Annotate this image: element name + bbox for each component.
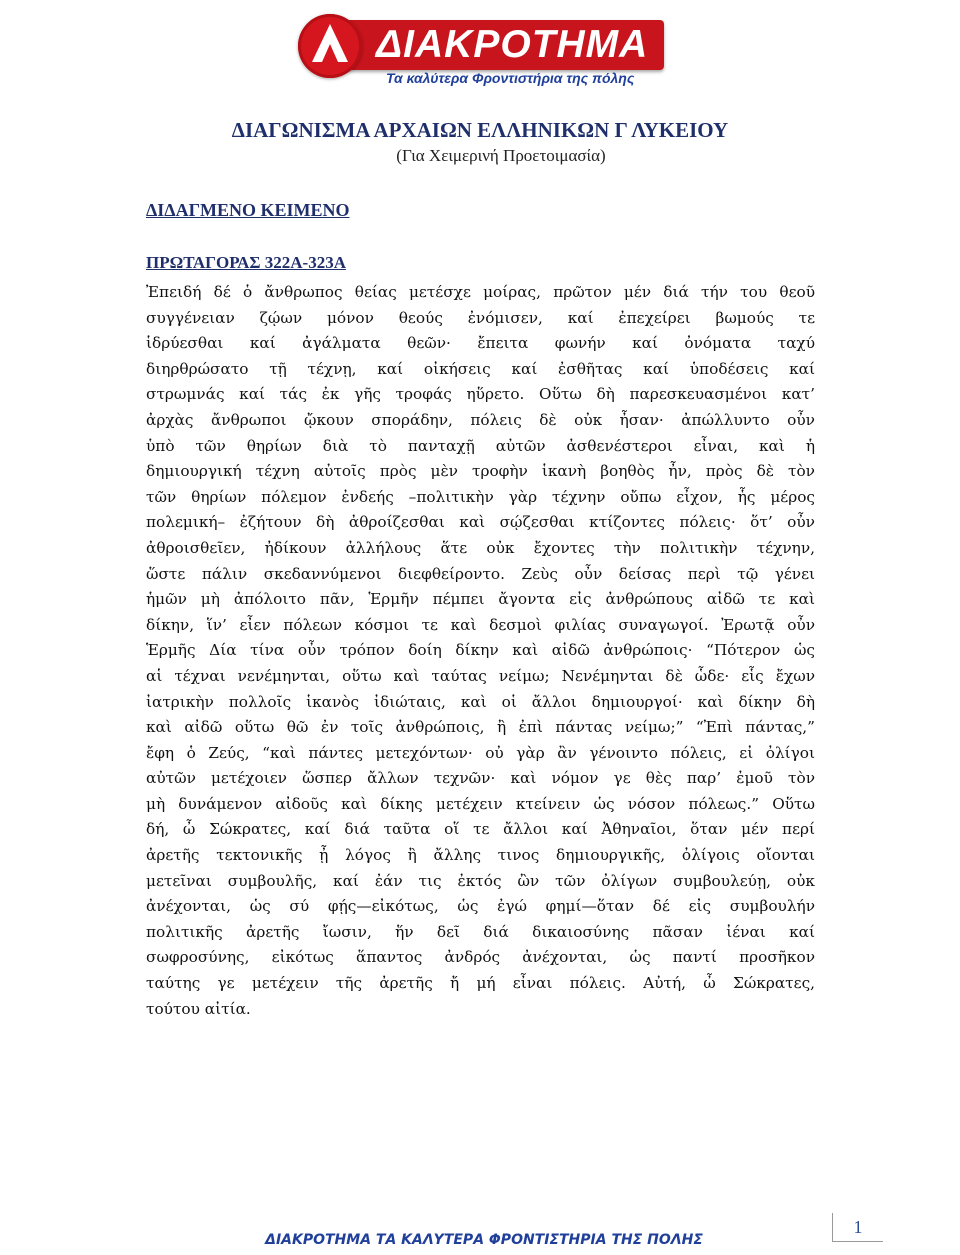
passage-line: Ἐπειδή δέ ὁ ἄνθρωπος θείας μετέσχε μοίρας, πρῶτον μέν διά τήν του θεοῦ: [146, 283, 815, 301]
greek-passage: [146, 280, 815, 1022]
document-title: ΔΙΑΓΩΝΙΣΜΑ ΑΡΧΑΙΩΝ ΕΛΛΗΝΙΚΩΝ Γ ΛΥΚΕΙΟΥ: [231, 118, 729, 142]
passage-line: δή, ὦ Σώκρατες, καί διά ταῦτα οἵ τε ἄλλοι καί Ἀθηναῖοι, ὅταν μέν περί: [146, 820, 815, 839]
logo-banner: [346, 20, 664, 70]
passage-line: αἱ τέχναι νενέμηνται, οὕτω καὶ ταύτας νείμω; Νενέμηνται δὲ ὧδε· εἷς ἔχων: [146, 666, 815, 685]
passage-line: σωφροσύνης, εἰκότως ἅπαντος ἀνδρός ἀνέχονται, ὡς παντί προσῆκον: [146, 948, 815, 967]
logo-name: ΔΙΑΚΡΟΤΗΜΑ: [376, 23, 649, 66]
logo-slogan: Τα καλύτερα Φροντιστήρια της πόλης: [386, 70, 635, 86]
passage-line: ὑπὸ τῶν θηρίων διὰ τὸ πανταχῇ αὐτῶν ἀσθενέστεροι εἶναι, καὶ ἡ: [146, 436, 815, 455]
passage-line: αὐτῶν μετέχοιεν ὥσπερ ἄλλων τεχνῶν· καὶ νόμον γε θὲς παρ’ ἐμοῦ τὸν: [146, 769, 815, 788]
passage-line: ταύτης γε μετέχειν τῆς ἀρετῆς ἤ μή εἶναι πόλεις. Αὐτή, ὦ Σώκρατες,: [146, 974, 815, 993]
passage-line: ἰατρικὴν πολλοῖς ἱκανὸς ἰδιώταις, καὶ οἱ ἄλλοι δημιουργοί· καὶ δίκην δὴ: [146, 692, 815, 711]
page-number: 1: [832, 1213, 883, 1242]
passage-line: ἀρετῆς τεκτονικῆς ᾖ λόγος ἢ ἄλλης τινος δημιουργικῆς, ὀλίγοις οἴονται: [146, 846, 815, 865]
passage-line: δίκην, ἵν’ εἶεν πόλεων κόσμοι τε καὶ δεσμοὶ φιλίας συναγωγοί. Ἐρωτᾷ οὖν: [146, 615, 815, 634]
passage-line: ὥστε πάλιν σκεδαννύμενοι διεφθείροντο. Ζεὺς οὖν δείσας περὶ τῷ γένει: [146, 564, 815, 583]
document-subtitle: (Για Χειμερινή Προετοιμασία): [396, 146, 606, 165]
passage-line: συγγένειαν ζῴων μόνον θεούς ἐνόμισεν, καί ἐπεχείρει βωμούς τε: [146, 308, 815, 327]
passage-line: μετεῖναι συμβουλῆς, καί ἐάν τις ἐκτός ὢν τῶν ὀλίγων συμβουλεύῃ, οὐκ: [146, 871, 815, 890]
passage-line: τῶν θηρίων πόλεμον ἐνδεής –πολιτικὴν γὰρ τέχνην οὔπω εἶχον, ἧς μέρος: [146, 487, 815, 506]
passage-line: στρωμνάς καί τάς ἐκ γῆς τροφάς ηὕρετο. Οὕτω δὴ παρεσκευασμένοι κατ’: [146, 385, 815, 404]
passage-line: διηρθρώσατο τῇ τέχνῃ, καί οἰκήσεις καί ἐσθῆτας καί ὑποδέσεις καί: [146, 359, 815, 378]
footer-slogan: ΔΙΑΚΡΟΤΗΜΑ ΤΑ ΚΑΛΥΤΕΡΑ ΦΡΟΝΤΙΣΤΗΡΙΑ ΤΗΣ ΠΟΛΗΣ: [265, 1232, 703, 1248]
passage-line: καὶ αἰδῶ οὕτω θῶ ἐν τοῖς ἀνθρώποις, ἢ ἐπὶ πάντας νείμω;” “Ἐπὶ πάντας,”: [146, 718, 815, 737]
passage-line: ἔφη ὁ Ζεύς, “καὶ πάντες μετεχόντων· οὐ γὰρ ἂν γένοιντο πόλεις, εἰ ὀλίγοι: [146, 743, 815, 762]
passage-line: τούτου αἰτία.: [146, 999, 251, 1018]
passage-line: ἡμῶν μὴ ἀπόλοιτο πᾶν, Ἑρμῆν πέμπει ἄγοντα εἰς ἀνθρώπους αἰδῶ τε καὶ: [146, 590, 815, 609]
passage-line: ἀθροισθεῖεν, ἠδίκουν ἀλλήλους ἅτε οὐκ ἔχοντες τὴν πολιτικὴν τέχνην,: [146, 538, 815, 557]
text-source-heading: ΠΡΩΤΑΓΟΡΑΣ 322Α-323Α: [146, 253, 346, 272]
passage-line: Ἑρμῆς Δία τίνα οὖν τρόπον δοίη δίκην καὶ αἰδῶ ἀνθρώποις· “Πότερον ὡς: [146, 641, 815, 660]
section-heading: ΔΙΔΑΓΜΕΝΟ ΚΕΙΜΕΝΟ: [146, 200, 350, 220]
passage-line: ἱδρύεσθαι καί ἀγάλματα θεῶν· ἔπειτα φωνήν καί ὀνόματα ταχύ: [146, 334, 815, 353]
passage-line: πολιτικῆς ἀρετῆς ἴωσιν, ἥν δεῖ διά δικαιοσύνης πᾶσαν ἰέναι καί: [146, 922, 815, 941]
passage-line: ἀνέχονται, ὡς σύ φῄς—εἰκότως, ὡς ἐγώ φημί—ὅταν δέ εἰς συμβουλήν: [146, 897, 815, 916]
passage-line: δημιουργική τέχνη αὐτοῖς πρὸς μὲν τροφὴν ἱκανὴ βοηθὸς ἦν, πρὸς δὲ τὸν: [146, 462, 815, 481]
passage-line: ἀρχὰς ἄνθρωποι ᾤκουν σποράδην, πόλεις δὲ οὐκ ἦσαν· ἀπώλλυντο οὖν: [146, 410, 815, 429]
passage-line: πολεμική– ἐζήτουν δὴ ἀθροίζεσθαι καὶ σῴζεσθαι κτίζοντες πόλεις· ὅτ’ οὖν: [146, 513, 815, 532]
brand-logo: [290, 8, 680, 103]
logo-emblem-icon: [298, 14, 362, 78]
passage-line: μὴ δυνάμενον αἰδοῦς καὶ δίκης μετέχειν κτείνειν ὡς νόσον πόλεως.” Οὕτω: [146, 794, 815, 813]
